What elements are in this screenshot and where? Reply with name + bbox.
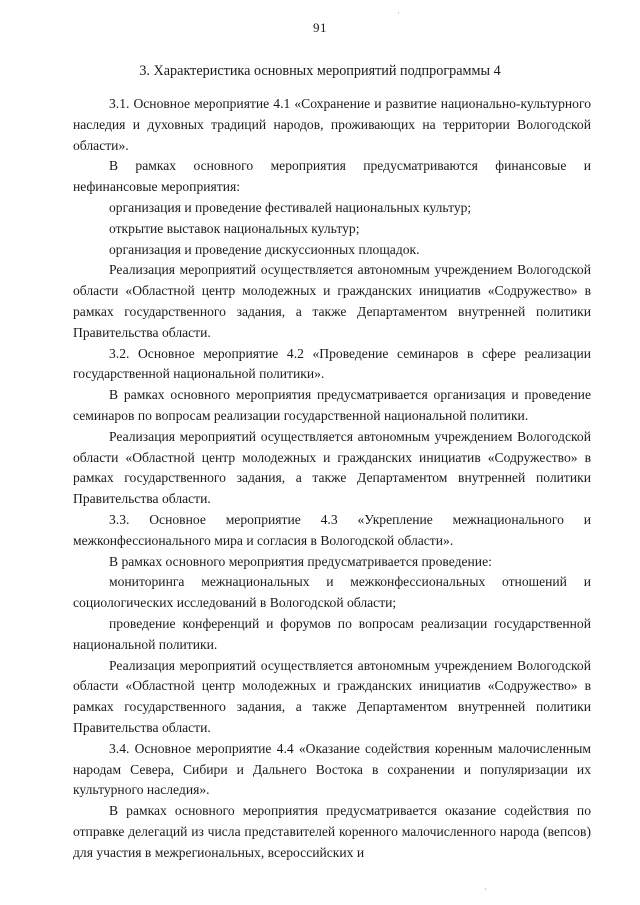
list-item: организация и проведение дискуссионных площадок. (109, 241, 420, 257)
list-item: организация и проведение фестивалей национальных культур; (109, 199, 472, 215)
paragraph-assistance: В рамках основного мероприятия предусматривается оказание содействия по отправке делегаций из числа представителей коренного малочисленного народа (вепсов) для участия в межрегиональных, всероссийских и (73, 803, 591, 860)
paragraph-3-2: 3.2. Основное мероприятие 4.2 «Проведение семинаров в сфере реализации государственной национальной политики». (73, 345, 591, 382)
paragraph-intro-measures: В рамках основного мероприятия предусматриваются финансовые и нефинансовые мероприятия: (73, 158, 591, 195)
paragraph-intro-conducting: В рамках основного мероприятия предусматривается проведение: (109, 553, 492, 569)
page-number: 91 (313, 20, 327, 35)
paragraph-seminars: В рамках основного мероприятия предусматривается организация и проведение семинаров по вопросам реализации государственной национальной политики. (73, 387, 591, 423)
paragraph-implementation: Реализация мероприятий осуществляется автономным учреждением Вологодской области «Областной центр молодежных и гражданских инициатив «Содружество» в рамках государственного задания, а также Департаментом внутренней политики Правительства области. (73, 262, 591, 340)
list-item: проведение конференций и форумов по вопросам реализации государственной национальной политики. (73, 615, 591, 652)
paragraph-3-1: 3.1. Основное мероприятие 4.1 «Сохранение и развитие национально-культурного наследия и духовных традиций народов, проживающих на территории Вологодской области». (73, 96, 591, 153)
scan-mark: · (397, 8, 400, 18)
document-body (73, 94, 591, 863)
paragraph-3-4: 3.4. Основное мероприятие 4.4 «Оказание содействия коренным малочисленным народам Севера, Сибири и Дальнего Востока в сохранении и популяризации их культурного наследия». (73, 740, 591, 798)
list-item: открытие выставок национальных культур; (109, 220, 360, 236)
list-item: мониторинга межнациональных и межконфессиональных отношений и социологических исследований в Вологодской области; (73, 574, 591, 611)
scan-mark: · (484, 884, 487, 894)
paragraph-implementation: Реализация мероприятий осуществляется автономным учреждением Вологодской области «Областной центр молодежных и гражданских инициатив «Содружество» в рамках государственного задания, а также Департаментом внутренней политики Правительства области. (73, 428, 591, 507)
section-heading: 3. Характеристика основных мероприятий подпрограммы 4 (139, 63, 501, 79)
paragraph-implementation: Реализация мероприятий осуществляется автономным учреждением Вологодской области «Областной центр молодежных и гражданских инициатив «Содружество» в рамках государственного задания, а также Департаментом внутренней политики Правительства области. (73, 657, 591, 735)
paragraph-3-3: 3.3. Основное мероприятие 4.3 «Укрепление межнационального и межконфессионального мира и согласия в Вологодской области». (73, 511, 591, 548)
